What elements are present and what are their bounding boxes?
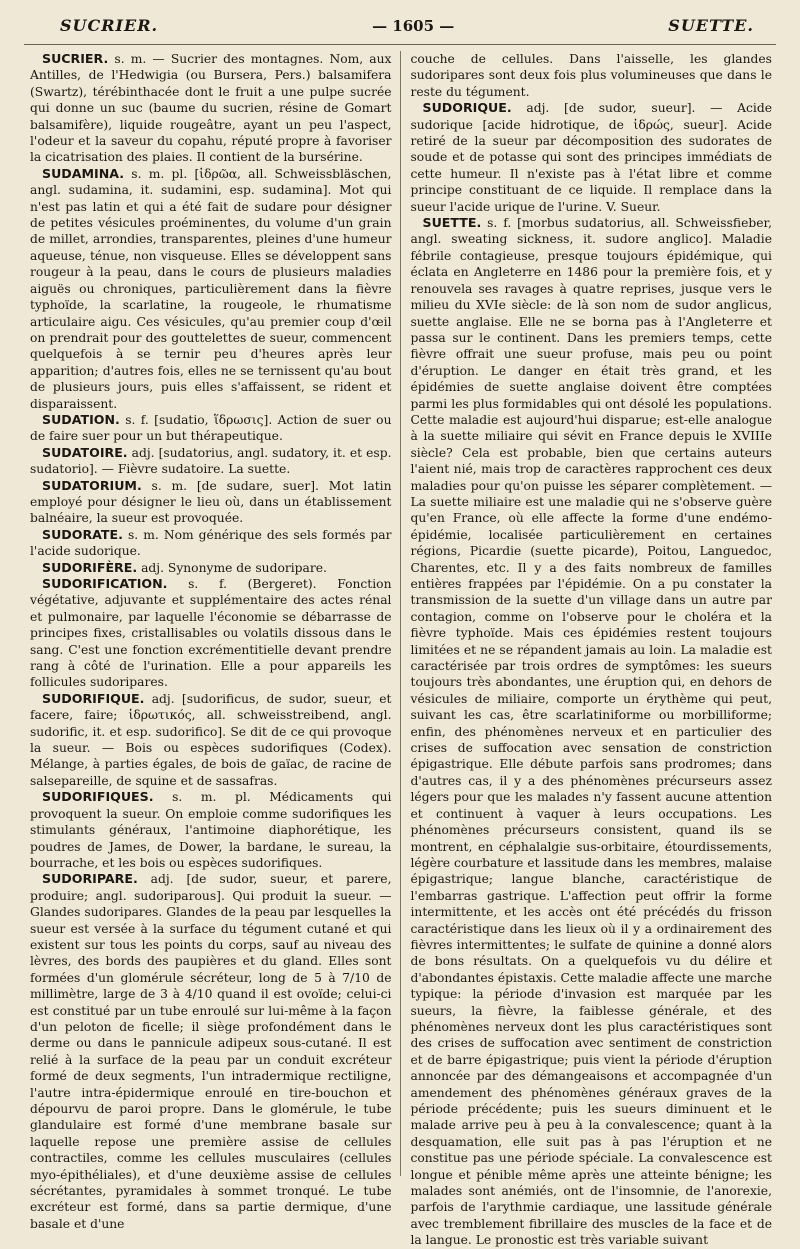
entry-text: s. f. [sudatio, ἵδρωσις]. Action de suer ou de faire suer pour un but thérapeutique. bbox=[30, 412, 392, 444]
dictionary-entry bbox=[30, 527, 392, 560]
entry-text: s. m. pl. Médicaments qui provoquent la sueur. On emploie comme sudorifiques les stimulants généraux, l'antimoine diaphorétique, les poudres de James, de Dower, la bardane, le sureau, la bourrache, et les bois ou espèces sudorifiques. bbox=[30, 790, 392, 870]
running-head-right: SUETTE. bbox=[668, 16, 754, 35]
entry-text: adj. Synonyme de sudoripare. bbox=[141, 560, 327, 575]
dictionary-entry bbox=[30, 789, 392, 871]
dictionary-entry bbox=[30, 478, 392, 527]
entry-text: s. m. — Sucrier des montagnes. Nom, aux Antilles, de l'Hedwigia (ou Bursera, Pers.) balsamifera (Swartz), térébinthacée dont le fruit a une pulpe sucrée qui donne un suc (baume du sucrien, résine de Gomart balsamifère), liquide rougeâtre, ayant un peu l'aspect, l'odeur et la saveur du copahu, réputé propre à favoriser la cicatrisation des plaies. Il contient de la bursérine. bbox=[30, 52, 392, 165]
entry-headword: SUDORIPARE. bbox=[42, 871, 138, 887]
entry-headword: SUDATOIRE. bbox=[42, 444, 128, 460]
left-column bbox=[24, 51, 400, 1231]
dictionary-entry bbox=[30, 412, 392, 445]
entry-text: couche de cellules. Dans l'aisselle, les glandes sudoripares sont deux fois plus volumineuses que dans le reste du tégument. bbox=[410, 52, 772, 99]
entry-text: s. m. Nom générique des sels formés par l'acide sudorique. bbox=[30, 527, 392, 559]
entry-text: s. f. [morbus sudatorius, all. Schweissfieber, angl. sweating sickness, it. sudore anglico]. Maladie fébrile contagieuse, presque toujours épidémique, qui éclata en Angleterre en 1486 pour la première fois, et y renouvela ses ravages à quatre reprises, jusque vers le milieu du XVIe siècle: de là son nom de sudor anglicus, suette anglaise. Elle ne se borna pas à l'Angleterre et passa sur le continent. Dans les premiers temps, cette fièvre offrait une sueur profuse, mais peu ou point d'éruption. Le danger en était très grand, et les épidémies de suette anglaise doivent être comptées parmi les plus formidables qui ont désolé les populations. Cette maladie est aujourd'hui disparue; est-elle analogue à la suette miliaire qui sévit en France depuis le XVIIIe siècle? Cela est probable, bien que certains auteurs l'aient nié, mais trop de caractères rapprochent ces deux maladies pour qu'on puisse les séparer complètement. — La suette miliaire est une maladie qui ne s'observe guère qu'en France, où elle affecte la forme d'une endémo-épidémie, localisée particulièrement en certaines régions, Picardie (suette picarde), Poitou, Languedoc, Charentes, etc. Il y a des faits nombreux de familles entières frappées par l'épidémie. On a pu constater la transmission de la suette d'un village dans un autre par contagion, comme on l'observe pour le choléra et la fièvre typhoïde. Mais ces épidémies restent toujours limitées et ne se répandent jamais au loin. La maladie est caractérisée par trois ordres de symptômes: les sueurs toujours très abondantes, une éruption qui, en dehors de vésicules de miliaire, comporte un érythème qui peut, suivant les cas, être scarlatiniforme ou morbilliforme; enfin, des phénomènes nerveux et en particulier des crises de suffocation avec sensation de constriction épigastrique. Elle débute parfois sans prodromes; dans d'autres cas, il y a des phénomènes précurseurs assez légers pour que les malades n'y fassent aucune attention et continuent à vaquer à leurs occupations. Les phénomènes précurseurs consistent, quand ils se montrent, en céphalalgie sus-orbitaire, étourdissements, légère courbature et lassitude dans les membres, malaise épigastrique; langue blanche, caractéristique de l'embarras gastrique. L'affection peut offrir la forme intermittente, et les accès ont été précédés du frisson caractéristique dans les lieux où il y a ordinairement des fièvres intermittentes; le sulfate de quinine a donné alors de bons résultats. On a quelquefois vu du délire et d'abondantes épistaxis. Cette maladie affecte une marche typique: la période d'invasion est marquée par les sueurs, la fièvre, la faiblesse générale, et des phénomènes nerveux dont les plus caractéristiques sont des crises de suffocation avec sentiment de constriction et de barre épigastrique; puis vient la période d'éruption annoncée par des démangeaisons et accompagnée d'un amendement des phénomènes généraux graves de la période précédente; puis les sueurs diminuent et le malade arrive peu à peu à la convalescence; quant à la desquamation, elle suit pas à pas l'éruption et ne constitue pas une période spéciale. La convalescence est longue et pénible même après une atteinte bénigne; les malades sont anémiés, ont de l'insomnie, de l'anorexie, parfois de l'arythmie cardiaque, une lassitude générale avec tremblement fibrillaire des muscles de la face et de la langue. Le pronostic est très variable suivant bbox=[410, 216, 772, 1248]
entry-text: s. f. (Bergeret). Fonction végétative, adjuvante et supplémentaire des actes rénal et pulmonaire, par laquelle l'économie se débarrasse de principes fixes, cristallisables ou volatils dissous dans le sang. C'est une fonction excrémentitielle devant prendre rang à côté de l'urination. Elle a pour appareils les follicules sudoripares. bbox=[30, 577, 392, 690]
dictionary-entry bbox=[30, 51, 392, 166]
entry-headword: SUDAMINA. bbox=[42, 165, 125, 181]
running-head-left: SUCRIER. bbox=[60, 16, 159, 35]
entry-headword: SUDORATE. bbox=[42, 526, 123, 542]
dictionary-entry bbox=[411, 51, 773, 100]
entry-text: adj. [sudatorius, angl. sudatory, it. et esp. sudatorio]. — Fièvre sudatoire. La suette. bbox=[30, 445, 392, 477]
dictionary-entry bbox=[30, 560, 392, 576]
dictionary-entry bbox=[30, 871, 392, 1232]
page-number: — 1605 — bbox=[372, 17, 455, 35]
entry-headword: SUDATORIUM. bbox=[42, 477, 142, 493]
entry-text: s. m. [de sudare, suer]. Mot latin employé pour désigner le lieu où, dans un établissement balnéaire, la sueur est provoquée. bbox=[30, 478, 392, 526]
header-rule bbox=[24, 44, 776, 45]
entry-headword: SUETTE. bbox=[422, 215, 482, 231]
dictionary-entry bbox=[30, 691, 392, 789]
dictionary-entry bbox=[411, 100, 773, 215]
dictionary-entry bbox=[30, 166, 392, 412]
running-head bbox=[24, 16, 776, 42]
dictionary-entry bbox=[411, 215, 773, 1249]
entry-headword: SUDORIFICATION. bbox=[42, 576, 168, 591]
two-column-body bbox=[24, 51, 776, 1248]
entry-headword: SUDORIFÈRE. bbox=[42, 559, 138, 575]
entry-text: adj. [de sudor, sueur]. — Acide sudorique [acide hidrotique, de ἱδρώς, sueur]. Acide retiré de la sueur par décomposition des sudorates de soude et de potasse qui sont des principes immédiats de cette humeur. Il n'existe pas à l'état libre et comme principe constituant de ce liquide. Il remplace dans la sueur l'acide urique de l'urine. V. Sueur. bbox=[410, 101, 772, 214]
entry-headword: SUDORIQUE. bbox=[422, 100, 512, 116]
entry-headword: SUDORIFIQUES. bbox=[42, 789, 154, 805]
entry-text: adj. [de sudor, sueur, et parere, produire; angl. sudoriparous]. Qui produit la sueur. — Glandes sudoripares. Glandes de la peau par lesquelles la sueur est versée à la surface du tégument cutané et qui existent sur tous les points du corps, sauf au niveau des lèvres, des bords des paupières et du gland. Elles sont formées d'un glomérule sécréteur, long de 5 à 7/10 de millimètre, large de 3 à 4/10 quand il est ovoïde; celui-ci est constitué par un tube enroulé sur lui-même à la façon d'un peloton de ficelle; il siège profondément dans le derme ou dans le pannicule adipeux sous-cutané. Il est relié à la surface de la peau par un conduit excréteur formé de deux segments, l'un intradermique rectiligne, l'autre intra-épidermique enroulé en tire-bouchon et dépourvu de paroi propre. Dans le glomérule, le tube glandulaire est formé d'une membrane basale sur laquelle repose une première assise de cellules contractiles, comme les cellules musculaires (cellules myo-épithéliales), et d'une deuxième assise de cellules sécrétantes, pyramidales à sommet tronqué. Le tube excréteur est formé, dans sa partie dermique, d'une basale et d'une bbox=[30, 872, 392, 1231]
entry-text: adj. [sudorificus, de sudor, sueur, et facere, faire; ἱδρωτικός, all. schweisstreibend, angl. sudorific, it. et esp. sudorifico]. Se dit de ce qui provoque la sueur. — Bois ou espèces sudorifiques (Codex). Mélange, à parties égales, de bois de gaïac, de racine de salsepareille, de squine et de sassafras. bbox=[30, 691, 392, 788]
dictionary-entry bbox=[30, 576, 392, 691]
entry-headword: SUCRIER. bbox=[42, 51, 109, 66]
entry-headword: SUDORIFIQUE. bbox=[42, 690, 145, 706]
dictionary-entry bbox=[30, 445, 392, 478]
right-column bbox=[400, 51, 777, 1248]
entry-text: s. m. pl. [ἱδρῶα, all. Schweissbläschen, angl. sudamina, it. sudamini, esp. sudamina]. Mot qui n'est pas latin et qui a été fait de sudare pour désigner de petites vésicules proéminentes, du volume d'un grain de millet, arrondies, transparentes, pleines d'une humeur aqueuse, ténue, non visqueuse. Elles se développent sans rougeur à la peau, dans le cours de plusieurs maladies aiguës ou chroniques, particulièrement dans la fièvre typhoïde, la scarlatine, la rougeole, le rhumatisme articulaire aigu. Ces vésicules, qu'au premier coup d'œil on prendrait pour des gouttelettes de sueur, commencent quelquefois à se ternir peu d'heures après leur apparition; d'autres fois, elles ne se ternissent qu'au bout de plusieurs jours, puis elles s'affaissent, se rident et disparaissent. bbox=[30, 166, 392, 411]
entry-headword: SUDATION. bbox=[42, 411, 120, 427]
